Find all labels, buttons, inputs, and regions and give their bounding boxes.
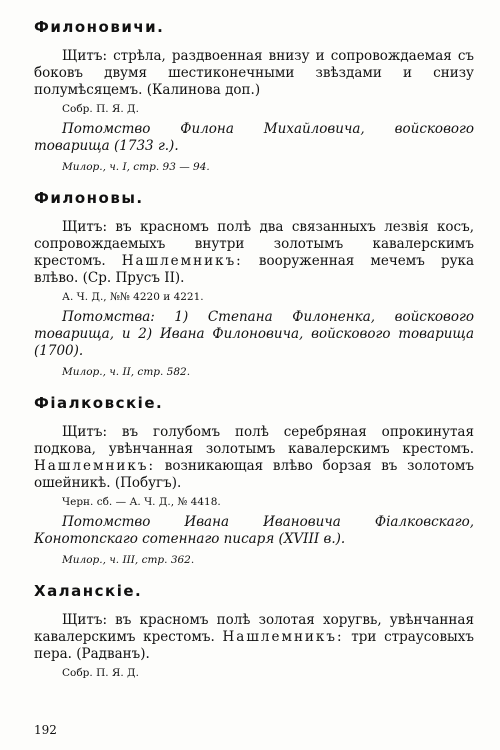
bibliographic-reference: Милор., ч. II, стр. 582.: [62, 366, 191, 378]
lineage-description: Потомства: 1) Степана Филоненка, войскового товарища, и 2) Ивана Филоновича, войскового товарища (1700).: [34, 309, 474, 359]
shield-description: Щитъ: въ красномъ полѣ золотая хоругвь, увѣнчанная кавалерскимъ крестомъ. Нашлемникъ: три страусовыхъ пера. (Радванъ).: [34, 612, 474, 662]
entry-filonovy: [34, 189, 474, 378]
entry-fialkovskie: [34, 394, 474, 566]
shield-description: Щитъ: стрѣла, раздвоенная внизу и сопровождаемая съ боковъ двумя шестиконечными звѣздами и снизу полумѣсяцемъ. (Калинова доп.): [34, 48, 474, 98]
source-reference: Собр. П. Я. Д.: [62, 103, 139, 115]
shield-description: Щитъ: въ голубомъ полѣ серебряная опрокинутая подкова, увѣнчанная золотымъ кавалерскимъ крестомъ. Нашлемникъ: возникающая влѣво борзая въ золотомъ ошейникѣ. (Побугъ).: [34, 424, 474, 491]
crest-label: Нашлемникъ:: [121, 253, 243, 269]
page-number: 192: [34, 723, 57, 737]
crest-label: Нашлемникъ:: [222, 629, 344, 645]
entry-title: Филоновичи.: [34, 18, 165, 36]
shield-description: Щитъ: въ красномъ полѣ два связанныхъ лезвія косъ, сопровождаемыхъ внутри золотымъ кавалерскимъ крестомъ. Нашлемникъ: вооруженная мечемъ рука влѣво. (Ср. Прусъ II).: [34, 219, 475, 286]
entry-khalanskie: [34, 582, 474, 679]
page-content: [34, 18, 474, 695]
source-reference: А. Ч. Д., №№ 4220 и 4221.: [62, 291, 204, 303]
entry-title: Халанскіе.: [34, 582, 143, 600]
entry-title: Филоновы.: [34, 189, 144, 207]
lineage-description: Потомство Ивана Ивановича Фіалковскаго, Конотопскаго сотеннаго писаря (XVIII в.).: [34, 514, 474, 547]
crest-label: Нашлемникъ:: [34, 458, 156, 474]
entry-filonovichi: [34, 18, 474, 173]
bibliographic-reference: Милор., ч. III, стр. 362.: [62, 554, 195, 566]
lineage-description: Потомство Филона Михайловича, войскового товарища (1733 г.).: [34, 121, 474, 154]
bibliographic-reference: Милор., ч. I, стр. 93 — 94.: [62, 161, 210, 173]
source-reference: Собр. П. Я. Д.: [62, 667, 139, 679]
source-reference: Черн. сб. — А. Ч. Д., № 4418.: [62, 496, 221, 508]
entry-title: Фіалковскіе.: [34, 394, 164, 412]
